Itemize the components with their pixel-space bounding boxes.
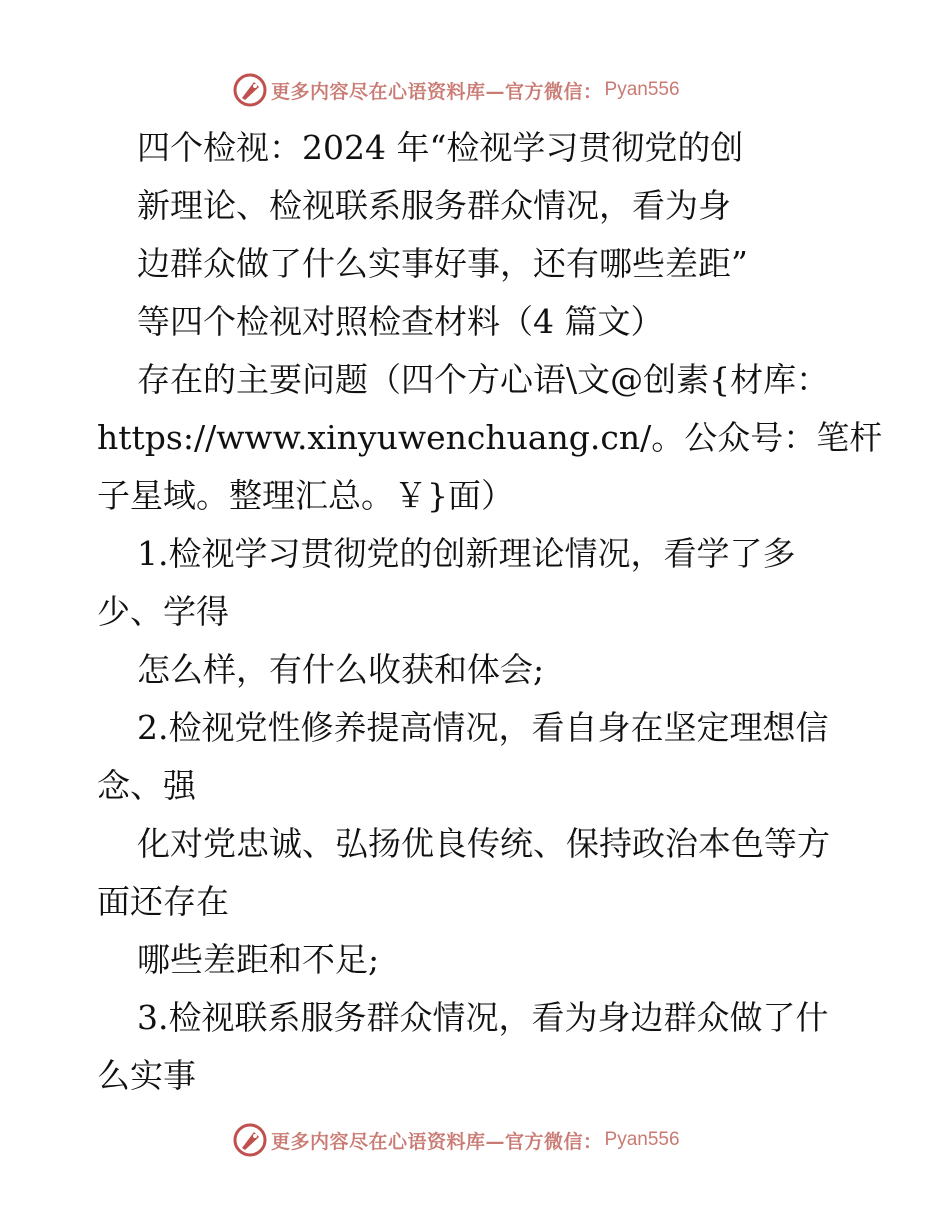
- footer-watermark: [233, 1123, 680, 1157]
- text-line: 3.检视联系服务群众情况，看为身边群众做了什: [137, 998, 829, 1037]
- text-line: 念、强: [97, 766, 196, 805]
- pen-nib-logo-icon: [233, 73, 267, 107]
- text-line: 四个检视：2024 年“检视学习贯彻党的创: [137, 128, 744, 167]
- text-line: 边群众做了什么实事好事，还有哪些差距”: [137, 244, 748, 283]
- text-line: 等四个检视对照检查材料（4 篇文）: [137, 302, 664, 341]
- text-line: 存在的主要问题（四个方心语\文@创素{材库：: [137, 360, 830, 399]
- text-line: 1.检视学习贯彻党的创新理论情况，看学了多: [137, 534, 796, 573]
- text-line: 么实事: [97, 1056, 196, 1095]
- text-line: 子星域。整理汇总。￥}面）: [97, 476, 514, 515]
- text-line: 怎么样，有什么收获和体会;: [137, 650, 545, 689]
- text-line: 哪些差距和不足;: [137, 940, 380, 979]
- document-body: [97, 119, 883, 1105]
- watermark-wechat-id: Pyan556: [604, 1129, 680, 1150]
- watermark-text: 更多内容尽在心语资料库—官方微信：: [271, 1130, 603, 1153]
- header-watermark: [233, 73, 680, 107]
- watermark-wechat-id: Pyan556: [604, 79, 680, 100]
- pen-nib-logo-icon: [233, 1123, 267, 1157]
- text-line: 2.检视党性修养提高情况，看自身在坚定理想信: [137, 708, 829, 747]
- text-line: https://www.xinyuwenchuang.cn/。公众号：笔杆: [97, 418, 883, 457]
- text-line: 面还存在: [97, 882, 229, 921]
- text-line: 化对党忠诚、弘扬优良传统、保持政治本色等方: [137, 824, 830, 863]
- text-line: 少、学得: [97, 592, 229, 631]
- watermark-text: 更多内容尽在心语资料库—官方微信：: [271, 80, 603, 103]
- text-line: 新理论、检视联系服务群众情况，看为身: [137, 186, 731, 225]
